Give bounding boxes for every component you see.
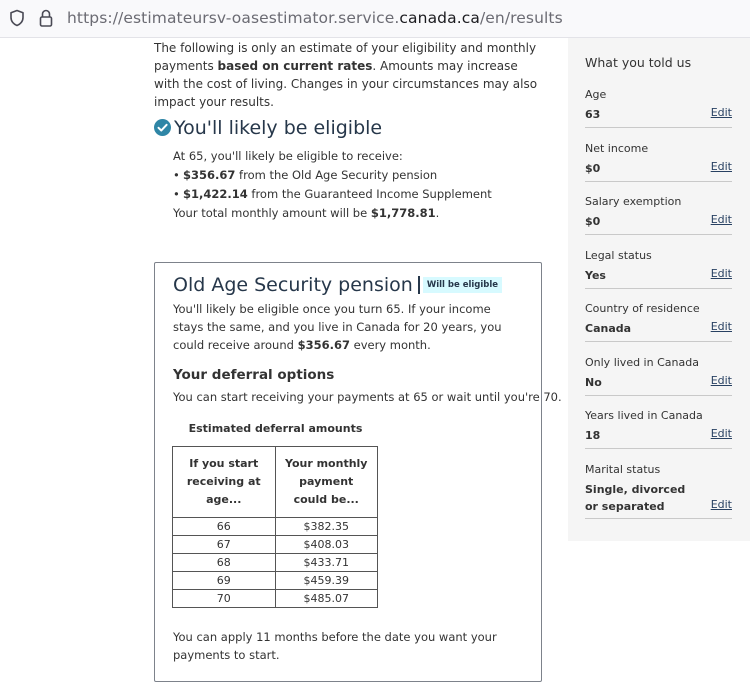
- benefit-amount: $1,422.14: [183, 187, 248, 201]
- eligibility-title: You'll likely be eligible: [174, 117, 383, 139]
- sidebar-item-country-of-residence: [585, 302, 732, 342]
- edit-salary-exemption-link[interactable]: Edit: [710, 213, 732, 226]
- sidebar-item-label: Only lived in Canada: [585, 356, 699, 369]
- main-content: [0, 38, 560, 661]
- column-header-age: If you start receiving at age...: [173, 447, 276, 518]
- sidebar-item-label: Age: [585, 88, 607, 101]
- total-suffix: .: [435, 206, 440, 220]
- sidebar-item-legal-status: [585, 249, 732, 289]
- deferral-table: [172, 446, 378, 608]
- age-cell: 66: [173, 518, 276, 536]
- sidebar-item-value: Yes: [585, 269, 606, 282]
- url-host: canada.ca: [399, 9, 480, 27]
- deferral-heading: Your deferral options: [173, 367, 335, 383]
- edit-only-lived-link[interactable]: Edit: [710, 374, 732, 387]
- sidebar-item-only-lived-in-canada: [585, 356, 732, 396]
- age-cell: 67: [173, 536, 276, 554]
- shield-icon[interactable]: [9, 9, 25, 31]
- table-row: [173, 518, 378, 536]
- what-you-told-us-sidebar: [568, 38, 750, 541]
- deferral-intro: You can start receiving your payments at 65 or wait until you're 70.: [173, 390, 562, 404]
- check-circle-icon: [154, 119, 171, 140]
- sidebar-item-label: Years lived in Canada: [585, 409, 703, 422]
- eligibility-intro: At 65, you'll likely be eligible to receive:: [173, 149, 403, 163]
- sidebar-item-value: 18: [585, 429, 601, 442]
- age-cell: 70: [173, 590, 276, 608]
- benefit-text: from the Guaranteed Income Supplement: [247, 187, 492, 201]
- sidebar-item-years-lived-in-canada: [585, 409, 732, 449]
- payment-cell: $459.39: [275, 572, 378, 590]
- disclaimer-bold: based on current rates: [217, 59, 373, 73]
- sidebar-item-label: Legal status: [585, 249, 652, 262]
- oas-desc-text-a: You'll likely be eligible once you turn 65. If your income stays the same, and you live in Canada for 20 years, you could receive around: [173, 302, 502, 352]
- url-suffix: /en/results: [479, 9, 563, 27]
- lock-icon[interactable]: [38, 8, 54, 32]
- table-row: [173, 572, 378, 590]
- payment-cell: $433.71: [275, 554, 378, 572]
- sidebar-item-salary-exemption: [585, 195, 732, 235]
- estimate-disclaimer: [154, 39, 544, 111]
- age-cell: 69: [173, 572, 276, 590]
- oas-title: Old Age Security pension: [173, 274, 413, 296]
- sidebar-item-value: $0: [585, 162, 601, 175]
- sidebar-item-marital-status: [585, 463, 732, 519]
- disclaimer-text-a: The following is only an estimate of your eligibility and monthly payments: [154, 41, 537, 73]
- total-amount: $1,778.81: [370, 206, 436, 220]
- sidebar-item-net-income: [585, 142, 732, 182]
- sidebar-item-label: Net income: [585, 142, 649, 155]
- payment-cell: $408.03: [275, 536, 378, 554]
- url-prefix: https://estimateursv-oasestimator.service.: [67, 9, 400, 27]
- payment-cell: $485.07: [275, 590, 378, 608]
- sidebar-item-age: [585, 88, 732, 128]
- sidebar-item-label: Marital status: [585, 463, 661, 476]
- benefit-item-oas: [183, 166, 553, 185]
- sidebar-item-value: Single, divorced or separated: [585, 483, 686, 513]
- apply-note: You can apply 11 months before the date you want your payments to start.: [173, 630, 497, 662]
- oas-desc-text-b: every month.: [349, 338, 431, 352]
- oas-description: [173, 300, 523, 354]
- sidebar-item-label: Salary exemption: [585, 195, 682, 208]
- sidebar-item-value: Canada: [585, 322, 632, 335]
- sidebar-item-label: Country of residence: [585, 302, 700, 315]
- total-prefix: Your total monthly amount will be: [173, 206, 371, 220]
- age-cell: 68: [173, 554, 276, 572]
- benefit-item-gis: [183, 185, 553, 204]
- benefit-amount: $356.67: [183, 168, 236, 182]
- edit-marital-status-link[interactable]: Edit: [710, 498, 732, 511]
- table-row: [173, 536, 378, 554]
- total-amount-line: [173, 204, 553, 223]
- deferral-table-caption: Estimated deferral amounts: [188, 422, 363, 435]
- sidebar-item-value: No: [585, 376, 602, 389]
- oas-desc-amount: $356.67: [297, 338, 350, 352]
- eligibility-heading: [154, 117, 554, 143]
- benefit-list: [173, 166, 553, 204]
- table-row: [173, 590, 378, 608]
- edit-legal-status-link[interactable]: Edit: [710, 267, 732, 280]
- oas-title-row: [173, 274, 502, 296]
- table-header-row: [173, 447, 378, 518]
- sidebar-item-value: 63: [585, 108, 601, 121]
- sidebar-title: What you told us: [585, 55, 692, 70]
- disclaimer-text-b: . Amounts may increase with the cost of living. Changes in your circumstances may also impact your results.: [154, 59, 538, 109]
- edit-age-link[interactable]: Edit: [710, 106, 732, 119]
- edit-country-link[interactable]: Edit: [710, 320, 732, 333]
- benefit-text: from the Old Age Security pension: [235, 168, 438, 182]
- browser-address-bar: [0, 0, 750, 38]
- eligibility-summary: [173, 147, 553, 223]
- url-field[interactable]: [67, 9, 563, 27]
- edit-years-lived-link[interactable]: Edit: [710, 427, 732, 440]
- payment-cell: $382.35: [275, 518, 378, 536]
- oas-pension-card: [154, 262, 562, 682]
- badge-divider: [418, 276, 420, 294]
- sidebar-item-value: $0: [585, 215, 601, 228]
- eligibility-badge: Will be eligible: [423, 277, 502, 293]
- edit-net-income-link[interactable]: Edit: [710, 160, 732, 173]
- table-row: [173, 554, 378, 572]
- column-header-payment: Your monthly payment could be...: [275, 447, 378, 518]
